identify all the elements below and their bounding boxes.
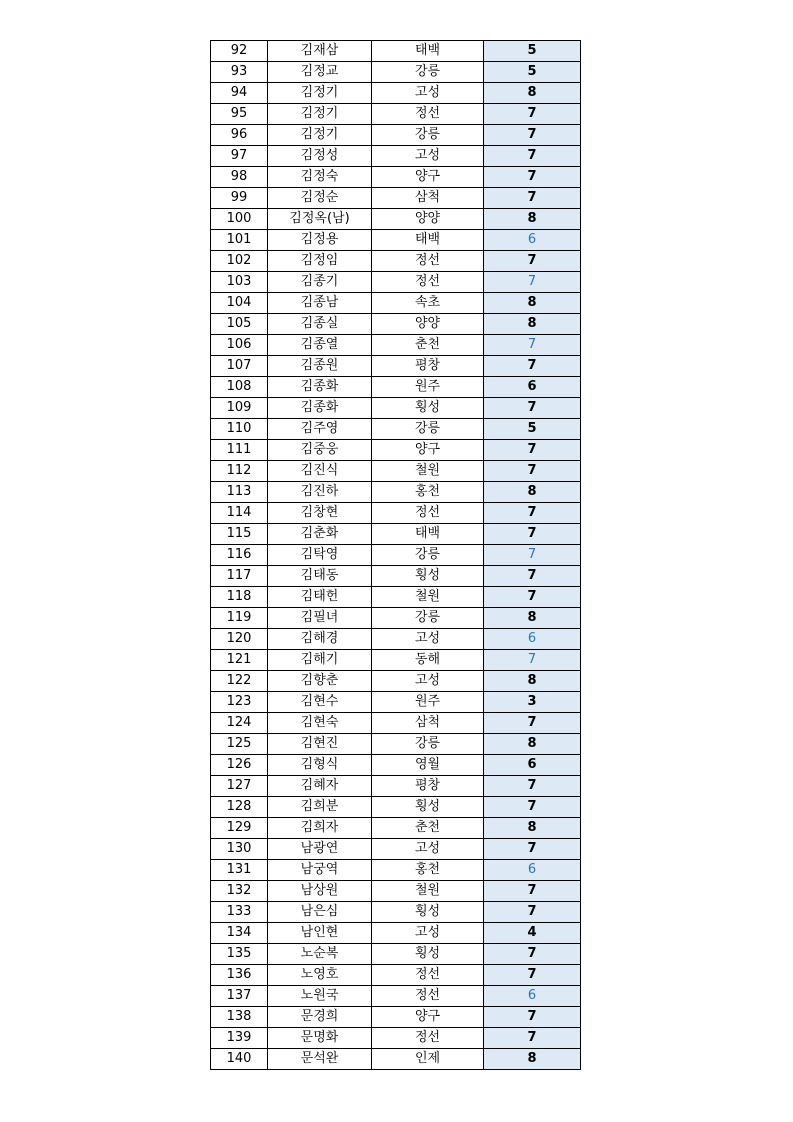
name-cell: 김종화 (268, 377, 372, 398)
row-number-cell: 123 (211, 692, 268, 713)
row-number-cell: 120 (211, 629, 268, 650)
region-cell: 정선 (372, 986, 484, 1007)
row-number-cell: 102 (211, 251, 268, 272)
name-cell: 김탁영 (268, 545, 372, 566)
score-cell: 6 (484, 629, 581, 650)
table-row (211, 881, 581, 902)
region-cell: 양구 (372, 440, 484, 461)
row-number-cell: 116 (211, 545, 268, 566)
score-cell: 7 (484, 1007, 581, 1028)
table-row (211, 818, 581, 839)
score-cell: 7 (484, 776, 581, 797)
region-cell: 정선 (372, 272, 484, 293)
table-row (211, 377, 581, 398)
table-row (211, 524, 581, 545)
name-cell: 문경희 (268, 1007, 372, 1028)
score-cell: 7 (484, 272, 581, 293)
name-cell: 김향춘 (268, 671, 372, 692)
table-row (211, 440, 581, 461)
name-cell: 김중웅 (268, 440, 372, 461)
name-cell: 김현숙 (268, 713, 372, 734)
row-number-cell: 122 (211, 671, 268, 692)
score-cell: 5 (484, 41, 581, 62)
score-cell: 5 (484, 62, 581, 83)
score-cell: 7 (484, 146, 581, 167)
row-number-cell: 101 (211, 230, 268, 251)
score-cell: 7 (484, 461, 581, 482)
table-row (211, 650, 581, 671)
table-row (211, 293, 581, 314)
row-number-cell: 109 (211, 398, 268, 419)
name-cell: 김해경 (268, 629, 372, 650)
row-number-cell: 128 (211, 797, 268, 818)
name-cell: 남광연 (268, 839, 372, 860)
table-row (211, 986, 581, 1007)
row-number-cell: 137 (211, 986, 268, 1007)
region-cell: 삼척 (372, 188, 484, 209)
table-row (211, 104, 581, 125)
row-number-cell: 100 (211, 209, 268, 230)
region-cell: 평창 (372, 356, 484, 377)
table-row (211, 398, 581, 419)
name-cell: 남상원 (268, 881, 372, 902)
name-cell: 김창현 (268, 503, 372, 524)
table-row (211, 734, 581, 755)
score-cell: 7 (484, 839, 581, 860)
region-cell: 횡성 (372, 902, 484, 923)
score-cell: 8 (484, 1049, 581, 1070)
region-cell: 강릉 (372, 62, 484, 83)
score-cell: 6 (484, 230, 581, 251)
table-row (211, 902, 581, 923)
score-cell: 6 (484, 377, 581, 398)
region-cell: 인제 (372, 1049, 484, 1070)
region-cell: 영월 (372, 755, 484, 776)
row-number-cell: 118 (211, 587, 268, 608)
row-number-cell: 93 (211, 62, 268, 83)
table-row (211, 545, 581, 566)
region-cell: 고성 (372, 83, 484, 104)
table-row (211, 713, 581, 734)
name-cell: 김진하 (268, 482, 372, 503)
score-cell: 7 (484, 524, 581, 545)
score-cell: 7 (484, 398, 581, 419)
table-row (211, 83, 581, 104)
row-number-cell: 139 (211, 1028, 268, 1049)
name-cell: 김희자 (268, 818, 372, 839)
table-row (211, 356, 581, 377)
row-number-cell: 94 (211, 83, 268, 104)
table-row (211, 461, 581, 482)
table-row (211, 251, 581, 272)
region-cell: 원주 (372, 377, 484, 398)
table-row (211, 62, 581, 83)
row-number-cell: 110 (211, 419, 268, 440)
region-cell: 고성 (372, 923, 484, 944)
score-cell: 8 (484, 209, 581, 230)
name-cell: 김진식 (268, 461, 372, 482)
row-number-cell: 126 (211, 755, 268, 776)
name-cell: 김해기 (268, 650, 372, 671)
region-cell: 횡성 (372, 797, 484, 818)
table-row (211, 335, 581, 356)
region-cell: 강릉 (372, 419, 484, 440)
table-row (211, 41, 581, 62)
region-cell: 춘천 (372, 335, 484, 356)
name-cell: 김정기 (268, 125, 372, 146)
row-number-cell: 132 (211, 881, 268, 902)
name-cell: 김정숙 (268, 167, 372, 188)
region-cell: 정선 (372, 1028, 484, 1049)
region-cell: 양양 (372, 314, 484, 335)
row-number-cell: 106 (211, 335, 268, 356)
table-row (211, 755, 581, 776)
row-number-cell: 103 (211, 272, 268, 293)
score-cell: 8 (484, 818, 581, 839)
row-number-cell: 125 (211, 734, 268, 755)
row-number-cell: 130 (211, 839, 268, 860)
table-row (211, 944, 581, 965)
name-cell: 남궁역 (268, 860, 372, 881)
region-cell: 삼척 (372, 713, 484, 734)
region-cell: 철원 (372, 587, 484, 608)
name-cell: 김종기 (268, 272, 372, 293)
row-number-cell: 129 (211, 818, 268, 839)
row-number-cell: 138 (211, 1007, 268, 1028)
table-row (211, 419, 581, 440)
score-cell: 5 (484, 419, 581, 440)
region-cell: 횡성 (372, 398, 484, 419)
row-number-cell: 114 (211, 503, 268, 524)
name-cell: 김현수 (268, 692, 372, 713)
row-number-cell: 111 (211, 440, 268, 461)
row-number-cell: 95 (211, 104, 268, 125)
name-cell: 김춘화 (268, 524, 372, 545)
row-number-cell: 98 (211, 167, 268, 188)
score-table (210, 40, 581, 1070)
score-cell: 7 (484, 188, 581, 209)
name-cell: 김종열 (268, 335, 372, 356)
score-cell: 8 (484, 608, 581, 629)
row-number-cell: 127 (211, 776, 268, 797)
row-number-cell: 112 (211, 461, 268, 482)
region-cell: 횡성 (372, 944, 484, 965)
table-row (211, 230, 581, 251)
name-cell: 김정기 (268, 104, 372, 125)
score-cell: 7 (484, 251, 581, 272)
region-cell: 정선 (372, 251, 484, 272)
score-cell: 6 (484, 755, 581, 776)
score-cell: 7 (484, 335, 581, 356)
score-cell: 7 (484, 965, 581, 986)
table-row (211, 692, 581, 713)
region-cell: 강릉 (372, 545, 484, 566)
region-cell: 고성 (372, 671, 484, 692)
row-number-cell: 136 (211, 965, 268, 986)
score-cell: 7 (484, 944, 581, 965)
region-cell: 원주 (372, 692, 484, 713)
name-cell: 김정옥(남) (268, 209, 372, 230)
region-cell: 양구 (372, 1007, 484, 1028)
name-cell: 김현진 (268, 734, 372, 755)
table-row (211, 776, 581, 797)
score-cell: 8 (484, 293, 581, 314)
region-cell: 횡성 (372, 566, 484, 587)
region-cell: 속초 (372, 293, 484, 314)
score-cell: 7 (484, 650, 581, 671)
name-cell: 김정순 (268, 188, 372, 209)
name-cell: 김종남 (268, 293, 372, 314)
score-cell: 7 (484, 440, 581, 461)
name-cell: 남인현 (268, 923, 372, 944)
row-number-cell: 124 (211, 713, 268, 734)
name-cell: 김정용 (268, 230, 372, 251)
region-cell: 태백 (372, 524, 484, 545)
region-cell: 철원 (372, 881, 484, 902)
score-cell: 7 (484, 587, 581, 608)
score-cell: 6 (484, 986, 581, 1007)
region-cell: 홍천 (372, 482, 484, 503)
table-row (211, 314, 581, 335)
table-row (211, 671, 581, 692)
table-row (211, 860, 581, 881)
score-cell: 7 (484, 503, 581, 524)
score-cell: 3 (484, 692, 581, 713)
name-cell: 문명화 (268, 1028, 372, 1049)
row-number-cell: 99 (211, 188, 268, 209)
name-cell: 김혜자 (268, 776, 372, 797)
region-cell: 태백 (372, 41, 484, 62)
score-cell: 8 (484, 671, 581, 692)
name-cell: 김필녀 (268, 608, 372, 629)
region-cell: 동해 (372, 650, 484, 671)
name-cell: 김태헌 (268, 587, 372, 608)
score-cell: 7 (484, 902, 581, 923)
row-number-cell: 105 (211, 314, 268, 335)
region-cell: 홍천 (372, 860, 484, 881)
name-cell: 노순복 (268, 944, 372, 965)
table-row (211, 629, 581, 650)
region-cell: 강릉 (372, 608, 484, 629)
region-cell: 정선 (372, 503, 484, 524)
region-cell: 정선 (372, 965, 484, 986)
row-number-cell: 92 (211, 41, 268, 62)
table-row (211, 146, 581, 167)
region-cell: 고성 (372, 146, 484, 167)
table-row (211, 566, 581, 587)
name-cell: 노영호 (268, 965, 372, 986)
region-cell: 양양 (372, 209, 484, 230)
table-row (211, 1028, 581, 1049)
score-cell: 8 (484, 83, 581, 104)
name-cell: 김종실 (268, 314, 372, 335)
score-cell: 7 (484, 125, 581, 146)
name-cell: 김정기 (268, 83, 372, 104)
table-row (211, 1007, 581, 1028)
score-cell: 4 (484, 923, 581, 944)
table-row (211, 167, 581, 188)
name-cell: 김종원 (268, 356, 372, 377)
region-cell: 고성 (372, 839, 484, 860)
region-cell: 고성 (372, 629, 484, 650)
row-number-cell: 113 (211, 482, 268, 503)
row-number-cell: 134 (211, 923, 268, 944)
name-cell: 김주영 (268, 419, 372, 440)
name-cell: 김종화 (268, 398, 372, 419)
score-cell: 7 (484, 167, 581, 188)
name-cell: 김희분 (268, 797, 372, 818)
row-number-cell: 117 (211, 566, 268, 587)
table-row (211, 797, 581, 818)
score-cell: 7 (484, 1028, 581, 1049)
name-cell: 김정임 (268, 251, 372, 272)
row-number-cell: 133 (211, 902, 268, 923)
table-row (211, 587, 581, 608)
name-cell: 노원국 (268, 986, 372, 1007)
score-cell: 7 (484, 104, 581, 125)
score-cell: 7 (484, 713, 581, 734)
region-cell: 철원 (372, 461, 484, 482)
table-row (211, 209, 581, 230)
row-number-cell: 135 (211, 944, 268, 965)
table-row (211, 1049, 581, 1070)
row-number-cell: 107 (211, 356, 268, 377)
table-row (211, 272, 581, 293)
table-row (211, 482, 581, 503)
region-cell: 강릉 (372, 125, 484, 146)
table-row (211, 503, 581, 524)
score-cell: 6 (484, 860, 581, 881)
name-cell: 김태동 (268, 566, 372, 587)
region-cell: 양구 (372, 167, 484, 188)
name-cell: 김정교 (268, 62, 372, 83)
name-cell: 문석완 (268, 1049, 372, 1070)
region-cell: 평창 (372, 776, 484, 797)
row-number-cell: 104 (211, 293, 268, 314)
row-number-cell: 121 (211, 650, 268, 671)
row-number-cell: 97 (211, 146, 268, 167)
row-number-cell: 115 (211, 524, 268, 545)
name-cell: 김형식 (268, 755, 372, 776)
region-cell: 춘천 (372, 818, 484, 839)
table-row (211, 965, 581, 986)
table-row (211, 188, 581, 209)
score-table-body (211, 41, 581, 1070)
score-cell: 7 (484, 356, 581, 377)
table-row (211, 125, 581, 146)
score-cell: 7 (484, 797, 581, 818)
row-number-cell: 108 (211, 377, 268, 398)
row-number-cell: 119 (211, 608, 268, 629)
row-number-cell: 131 (211, 860, 268, 881)
region-cell: 강릉 (372, 734, 484, 755)
region-cell: 정선 (372, 104, 484, 125)
score-cell: 7 (484, 881, 581, 902)
score-cell: 7 (484, 545, 581, 566)
name-cell: 남은심 (268, 902, 372, 923)
region-cell: 태백 (372, 230, 484, 251)
row-number-cell: 140 (211, 1049, 268, 1070)
table-row (211, 608, 581, 629)
row-number-cell: 96 (211, 125, 268, 146)
score-cell: 8 (484, 314, 581, 335)
name-cell: 김정성 (268, 146, 372, 167)
table-row (211, 839, 581, 860)
score-cell: 8 (484, 734, 581, 755)
name-cell: 김재삼 (268, 41, 372, 62)
score-cell: 7 (484, 566, 581, 587)
score-cell: 8 (484, 482, 581, 503)
table-row (211, 923, 581, 944)
